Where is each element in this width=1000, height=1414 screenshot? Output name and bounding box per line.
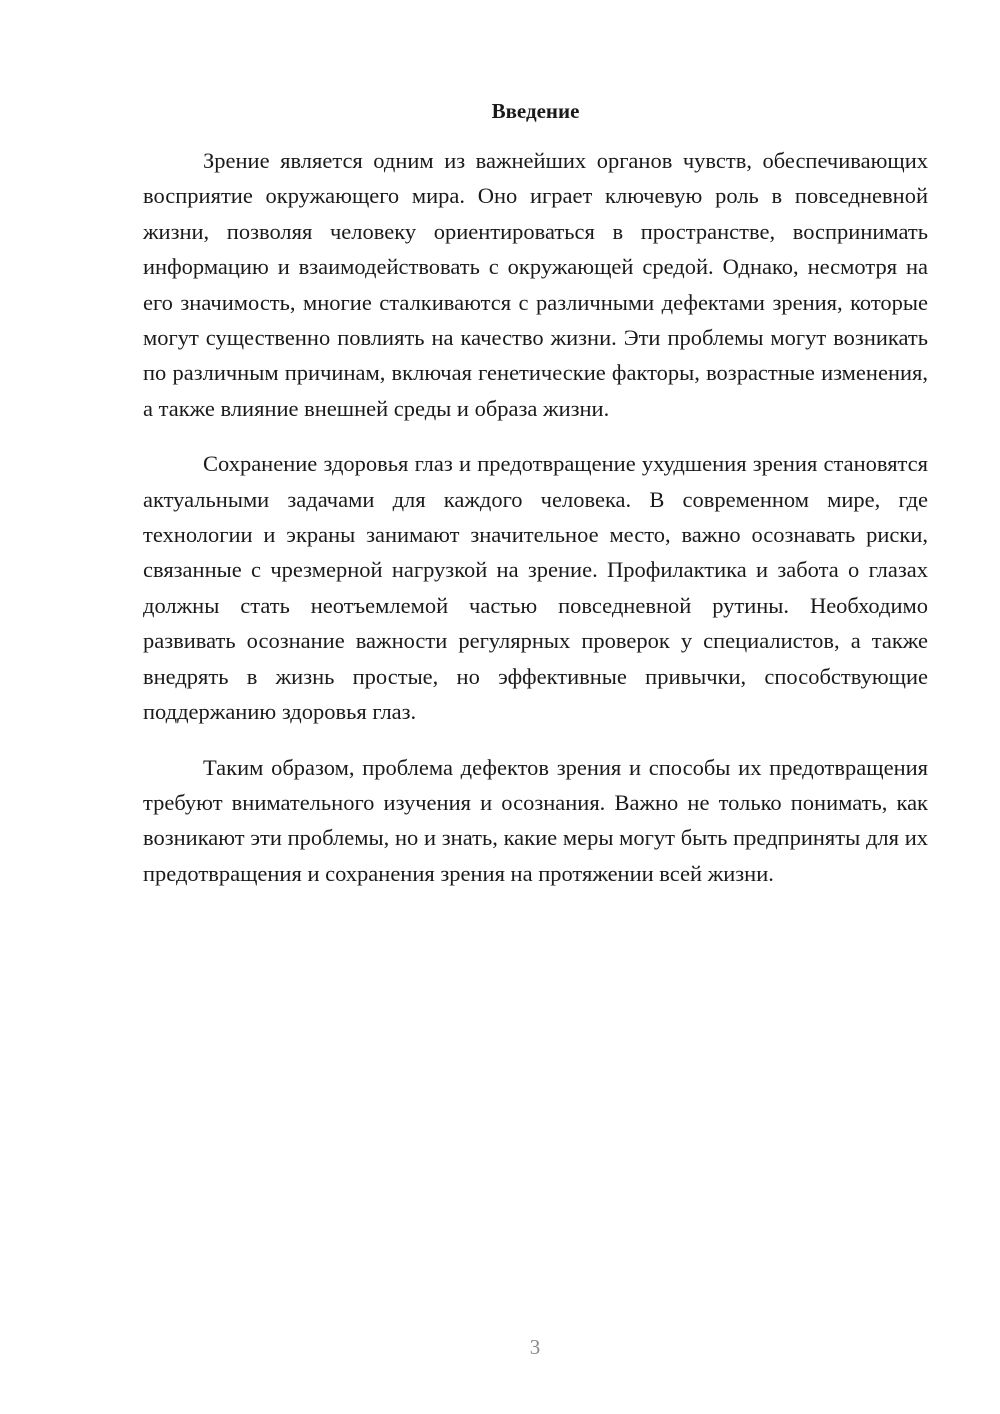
paragraph-2: Сохранение здоровья глаз и предотвращение ухудшения зрения становятся актуальными задачами для каждого человека. В современном мире, где технологии и экраны занимают значительное место, важно осознавать риски, связанные с чрезмерной нагрузкой на зрение. Профилактика и забота о глазах должны стать неотъемлемой частью повседневной рутины. Необходимо развивать осознание важности регулярных проверок у специалистов, а также внедрять в жизнь простые, но эффективные привычки, способствующие поддержанию здоровья глаз. (143, 451, 928, 725)
paragraph-1: Зрение является одним из важнейших органов чувств, обеспечивающих восприятие окружающего мира. Оно играет ключевую роль в повседневной жизни, позволяя человеку ориентироваться в пространстве, воспринимать информацию и взаимодействовать с окружающей средой. Однако, несмотря на его значимость, многие сталкиваются с различными дефектами зрения, которые могут существенно повлиять на качество жизни. Эти проблемы могут возникать по различным причинам, включая генетические факторы, возрастные изменения, а также влияние внешней среды и образа жизни. (143, 148, 928, 421)
section-heading: Введение (491, 99, 580, 123)
paragraph-3: Таким образом, проблема дефектов зрения и способы их предотвращения требуют внимательного изучения и осознания. Важно не только понимать, как возникают эти проблемы, но и знать, какие меры могут быть предприняты для их предотвращения и сохранения зрения на протяжении всей жизни. (143, 754, 928, 886)
page-number: 3 (529, 1335, 541, 1359)
body-text (143, 143, 928, 911)
